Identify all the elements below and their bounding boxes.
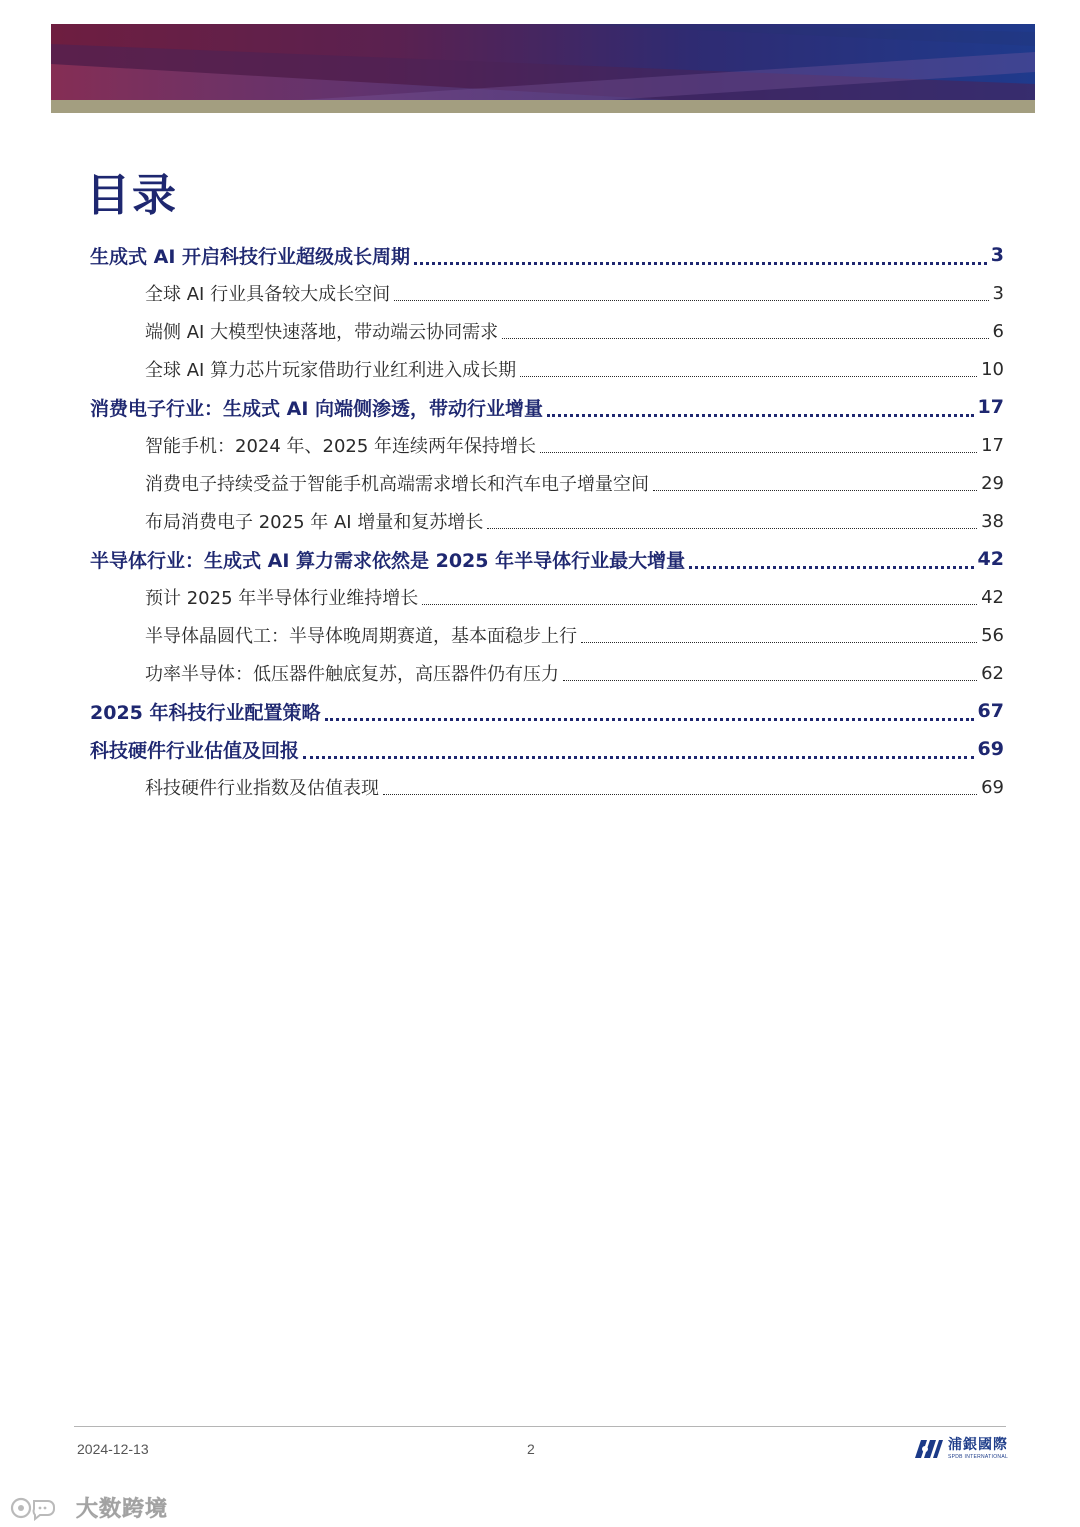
watermark-text: 大数跨境: [76, 1497, 169, 1522]
toc-dot-leader: [689, 566, 973, 569]
toc-entry-title: 布局消费电子 2025 年 AI 增量和复苏增长: [145, 512, 484, 533]
toc-section-entry[interactable]: [90, 236, 1004, 274]
toc-section-entry[interactable]: [90, 692, 1004, 730]
toc-entry-title: 智能手机：2024 年、2025 年连续两年保持增长: [145, 436, 537, 457]
toc-entry-page-number: 6: [992, 320, 1004, 342]
toc-subsection-entry[interactable]: [90, 350, 1004, 388]
toc-entry-page-number: 62: [981, 662, 1004, 684]
toc-entry-page-number: 17: [977, 396, 1004, 418]
toc-entry-title: 科技硬件行业估值及回报: [90, 739, 300, 762]
toc-entry-page-number: 42: [981, 586, 1004, 608]
toc-subsection-entry[interactable]: [90, 312, 1004, 350]
toc-entry-title: 全球 AI 算力芯片玩家借助行业红利进入成长期: [145, 360, 517, 381]
logo-english-name: SPDB INTERNATIONAL: [948, 1454, 1009, 1460]
company-logo: [912, 1436, 1008, 1462]
toc-subsection-entry[interactable]: [90, 768, 1004, 806]
toc-dot-leader: [563, 680, 977, 681]
toc-entry-title: 半导体晶圆代工：半导体晚周期赛道，基本面稳步上行: [145, 626, 577, 647]
toc-entry-page-number: 42: [977, 548, 1004, 570]
toc-entry-page-number: 69: [977, 738, 1004, 760]
spdbi-logo-icon: [912, 1436, 944, 1462]
toc-entry-title: 消费电子行业：生成式 AI 向端侧渗透，带动行业增量: [90, 397, 544, 420]
watermark: [10, 1492, 168, 1523]
toc-subsection-entry[interactable]: [90, 426, 1004, 464]
toc-dot-leader: [487, 528, 977, 529]
banner-underline: [51, 100, 1035, 113]
toc-dot-leader: [540, 452, 977, 453]
footer-divider: [74, 1426, 1006, 1427]
toc-dot-leader: [394, 300, 988, 301]
toc-entry-title: 消费电子持续受益于智能手机高端需求增长和汽车电子增量空间: [145, 474, 649, 495]
toc-section-entry[interactable]: [90, 388, 1004, 426]
toc-entry-title: 科技硬件行业指数及估值表现: [145, 778, 379, 799]
toc-heading: 目录: [86, 170, 178, 221]
toc-subsection-entry[interactable]: [90, 502, 1004, 540]
toc-entry-page-number: 67: [977, 700, 1004, 722]
toc-subsection-entry[interactable]: [90, 464, 1004, 502]
toc-entry-page-number: 3: [992, 282, 1004, 304]
toc-entry-title: 半导体行业：生成式 AI 算力需求依然是 2025 年半导体行业最大增量: [90, 549, 686, 572]
toc-entry-title: 功率半导体：低压器件触底复苏，高压器件仍有压力: [145, 664, 559, 685]
toc-entry-page-number: 10: [981, 358, 1004, 380]
toc-entry-page-number: 3: [990, 244, 1004, 266]
toc-section-entry[interactable]: [90, 540, 1004, 578]
toc-entry-title: 全球 AI 行业具备较大成长空间: [145, 284, 391, 305]
toc-dot-leader: [520, 376, 977, 377]
toc-dot-leader: [653, 490, 977, 491]
toc-dot-leader: [303, 756, 974, 759]
footer-page-number: 2: [527, 1441, 535, 1457]
toc-subsection-entry[interactable]: [90, 616, 1004, 654]
toc-entry-page-number: 29: [981, 472, 1004, 494]
toc-entry-page-number: 69: [981, 776, 1004, 798]
toc-dot-leader: [414, 262, 987, 265]
toc-dot-leader: [581, 642, 977, 643]
toc-entry-page-number: 17: [981, 434, 1004, 456]
toc-dot-leader: [325, 718, 974, 721]
toc-subsection-entry[interactable]: [90, 274, 1004, 312]
toc-entry-title: 预计 2025 年半导体行业维持增长: [145, 588, 419, 609]
toc-entry-title: 生成式 AI 开启科技行业超级成长周期: [90, 245, 411, 268]
toc-dot-leader: [547, 414, 974, 417]
toc-dot-leader: [422, 604, 977, 605]
watermark-chat-icon: [10, 1495, 76, 1521]
footer-date: 2024-12-13: [77, 1441, 149, 1457]
logo-chinese-name: 浦銀國際: [948, 1437, 1008, 1453]
toc-entry-title: 端侧 AI 大模型快速落地，带动端云协同需求: [145, 322, 499, 343]
toc-dot-leader: [383, 794, 977, 795]
toc-dot-leader: [502, 338, 988, 339]
toc-entry-page-number: 38: [981, 510, 1004, 532]
toc-subsection-entry[interactable]: [90, 654, 1004, 692]
table-of-contents: [90, 236, 1004, 806]
header-banner: [51, 24, 1035, 100]
toc-entry-title: 2025 年科技行业配置策略: [90, 701, 321, 724]
toc-section-entry[interactable]: [90, 730, 1004, 768]
toc-subsection-entry[interactable]: [90, 578, 1004, 616]
toc-entry-page-number: 56: [981, 624, 1004, 646]
banner-graphic: [51, 24, 1035, 100]
